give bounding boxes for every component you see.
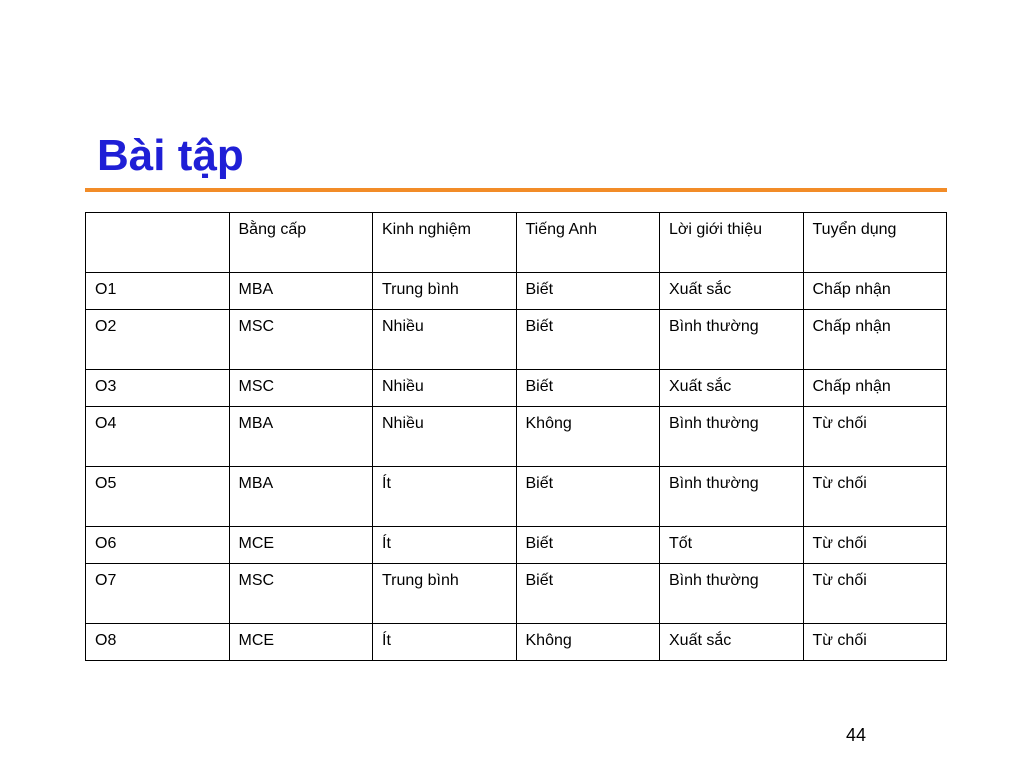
- cell-english: Biết: [516, 310, 660, 370]
- cell-experience: Nhiều: [373, 370, 517, 407]
- cell-degree: MCE: [229, 624, 373, 661]
- cell-reference: Xuất sắc: [660, 370, 804, 407]
- cell-id: O2: [86, 310, 230, 370]
- cell-experience: Ít: [373, 624, 517, 661]
- cell-experience: Trung bình: [373, 564, 517, 624]
- page-number: 44: [846, 725, 867, 745]
- cell-id: O3: [86, 370, 230, 407]
- header-cell-id: [86, 213, 230, 273]
- cell-english: Biết: [516, 273, 660, 310]
- cell-hiring: Từ chối: [803, 527, 947, 564]
- cell-reference: Bình thường: [660, 467, 804, 527]
- cell-id: O6: [86, 527, 230, 564]
- header-cell-experience: Kinh nghiệm: [373, 213, 517, 273]
- cell-reference: Bình thường: [660, 407, 804, 467]
- cell-english: Biết: [516, 467, 660, 527]
- table-row: [86, 370, 947, 407]
- cell-experience: Nhiều: [373, 407, 517, 467]
- slide-title: Bài tập: [97, 131, 244, 180]
- header-cell-reference: Lời giới thiệu: [660, 213, 804, 273]
- cell-reference: Xuất sắc: [660, 273, 804, 310]
- cell-id: O7: [86, 564, 230, 624]
- cell-id: O4: [86, 407, 230, 467]
- cell-experience: Trung bình: [373, 273, 517, 310]
- table-row: [86, 624, 947, 661]
- cell-english: Biết: [516, 527, 660, 564]
- header-cell-degree: Bằng cấp: [229, 213, 373, 273]
- cell-reference: Tốt: [660, 527, 804, 564]
- cell-reference: Xuất sắc: [660, 624, 804, 661]
- title-underline: [85, 188, 947, 192]
- table-header: [86, 213, 947, 273]
- cell-hiring: Chấp nhận: [803, 273, 947, 310]
- header-row: [86, 213, 947, 273]
- cell-english: Biết: [516, 564, 660, 624]
- cell-reference: Bình thường: [660, 310, 804, 370]
- cell-hiring: Chấp nhận: [803, 310, 947, 370]
- cell-experience: Ít: [373, 467, 517, 527]
- cell-hiring: Từ chối: [803, 624, 947, 661]
- cell-id: O5: [86, 467, 230, 527]
- table-body: [86, 273, 947, 661]
- cell-id: O8: [86, 624, 230, 661]
- cell-hiring: Từ chối: [803, 407, 947, 467]
- cell-degree: MBA: [229, 407, 373, 467]
- cell-degree: MBA: [229, 467, 373, 527]
- cell-reference: Bình thường: [660, 564, 804, 624]
- header-cell-english: Tiếng Anh: [516, 213, 660, 273]
- cell-degree: MCE: [229, 527, 373, 564]
- cell-experience: Nhiều: [373, 310, 517, 370]
- cell-english: Không: [516, 407, 660, 467]
- table-row: [86, 467, 947, 527]
- header-cell-hiring: Tuyển dụng: [803, 213, 947, 273]
- table-row: [86, 273, 947, 310]
- cell-degree: MBA: [229, 273, 373, 310]
- cell-hiring: Từ chối: [803, 467, 947, 527]
- cell-degree: MSC: [229, 370, 373, 407]
- cell-id: O1: [86, 273, 230, 310]
- table-row: [86, 407, 947, 467]
- data-table: [85, 212, 947, 661]
- cell-hiring: Từ chối: [803, 564, 947, 624]
- table-row: [86, 310, 947, 370]
- cell-degree: MSC: [229, 564, 373, 624]
- table-row: [86, 527, 947, 564]
- table-row: [86, 564, 947, 624]
- cell-experience: Ít: [373, 527, 517, 564]
- cell-english: Không: [516, 624, 660, 661]
- cell-english: Biết: [516, 370, 660, 407]
- cell-degree: MSC: [229, 310, 373, 370]
- cell-hiring: Chấp nhận: [803, 370, 947, 407]
